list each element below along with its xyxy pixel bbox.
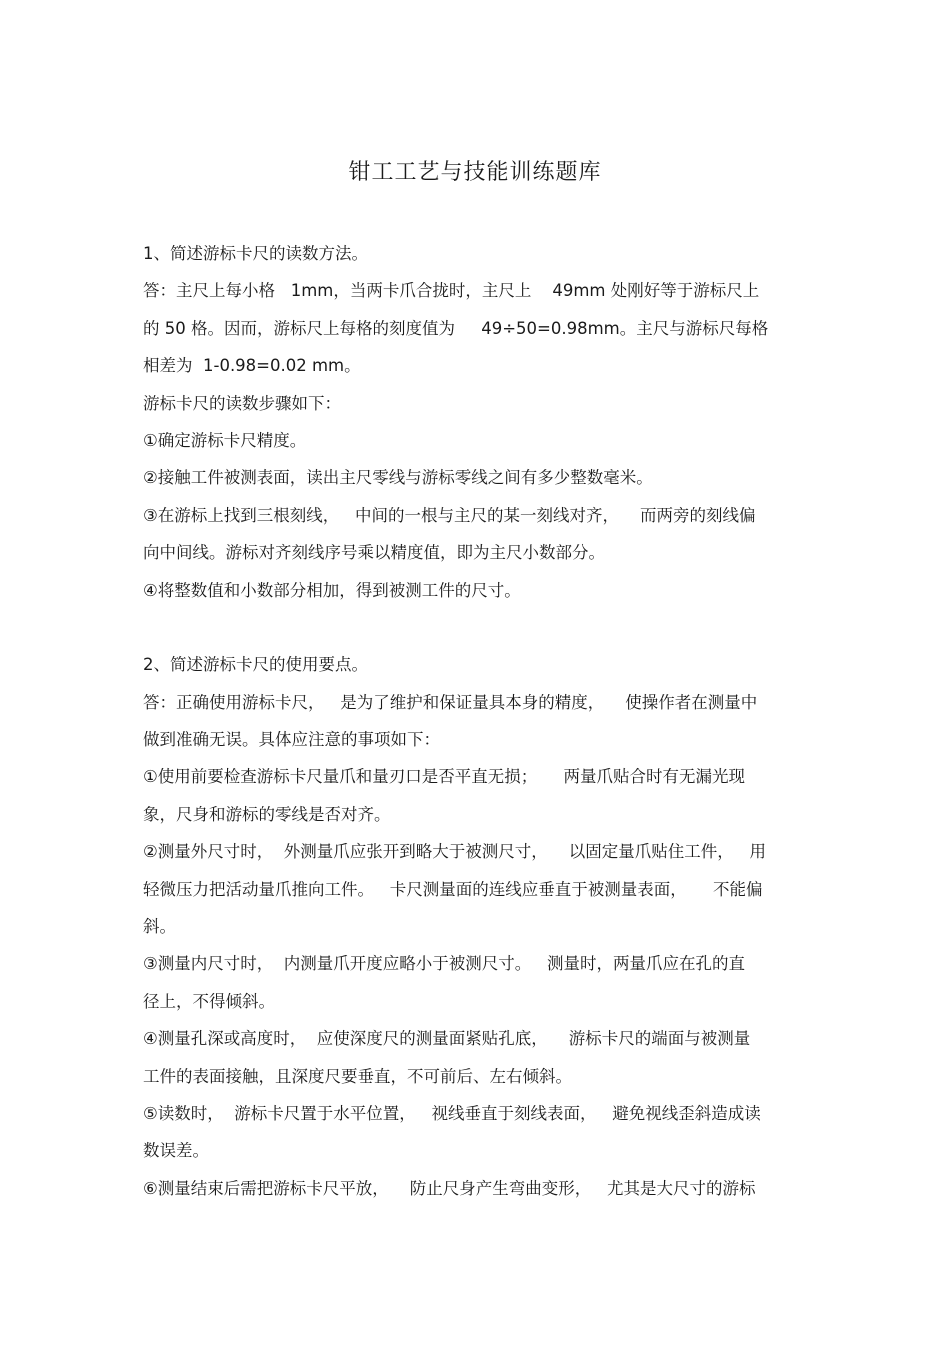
text-line: 径上，不得倾斜。	[143, 991, 275, 1011]
text-line: 答：正确使用游标卡尺， 是为了维护和保证量具本身的精度， 使操作者在测量中	[143, 692, 758, 712]
text-line: 的 50 格。因而，游标尺上每格的刻度值为 49÷50=0.98mm。主尺与游标尺每格	[143, 318, 769, 338]
text-line: ⑤读数时， 游标卡尺置于水平位置， 视线垂直于刻线表面， 避免视线歪斜造成读	[143, 1103, 761, 1123]
text-line: 工件的表面接触，且深度尺要垂直，不可前后、左右倾斜。	[143, 1066, 572, 1086]
text-line: ②接触工件被测表面，读出主尺零线与游标零线之间有多少整数毫米。	[143, 468, 653, 488]
text-line: 1、简述游标卡尺的读数方法。	[143, 244, 368, 263]
text-line: 相差为 1-0.98=0.02 mm。	[143, 356, 361, 376]
text-line: ②测量外尺寸时， 外测量爪应张开到略大于被测尺寸， 以固定量爪贴住工件， 用	[143, 842, 766, 862]
text-line: 轻微压力把活动量爪推向工件。 卡尺测量面的连线应垂直于被测量表面， 不能偏	[143, 879, 763, 899]
page-title: 钳工工艺与技能训练题库	[348, 160, 602, 185]
text-line: ①使用前要检查游标卡尺量爪和量刃口是否平直无损； 两量爪贴合时有无漏光现	[143, 767, 746, 787]
text-line: 斜。	[143, 917, 176, 937]
document-body	[143, 235, 809, 1207]
text-line: 2、简述游标卡尺的使用要点。	[143, 655, 368, 675]
text-line: ⑥测量结束后需把游标卡尺平放， 防止尺身产生弯曲变形， 尤其是大尺寸的游标	[143, 1178, 756, 1198]
text-line: ③测量内尺寸时， 内测量爪开度应略小于被测尺寸。 测量时，两量爪应在孔的直	[143, 954, 746, 974]
text-line: 游标卡尺的读数步骤如下：	[143, 393, 341, 413]
text-line: ①确定游标卡尺精度。	[143, 430, 307, 450]
text-line: 数误差。	[143, 1141, 209, 1161]
text-line: 向中间线。游标对齐刻线序号乘以精度值，即为主尺小数部分。	[143, 543, 605, 563]
text-line: ④测量孔深或高度时， 应使深度尺的测量面紧贴孔底， 游标卡尺的端面与被测量	[143, 1029, 751, 1049]
text-line: 做到准确无误。具体应注意的事项如下：	[143, 730, 440, 750]
text-line: ③在游标上找到三根刻线， 中间的一根与主尺的某一刻线对齐， 而两旁的刻线偏	[143, 505, 756, 525]
text-line: ④将整数值和小数部分相加，得到被测工件的尺寸。	[143, 580, 521, 600]
text-line: 象，尺身和游标的零线是否对齐。	[143, 804, 391, 824]
blank-line	[143, 609, 809, 646]
text-line: 答：主尺上每小格 1mm，当两卡爪合拢时，主尺上 49mm 处刚好等于游标尺上	[143, 281, 760, 301]
